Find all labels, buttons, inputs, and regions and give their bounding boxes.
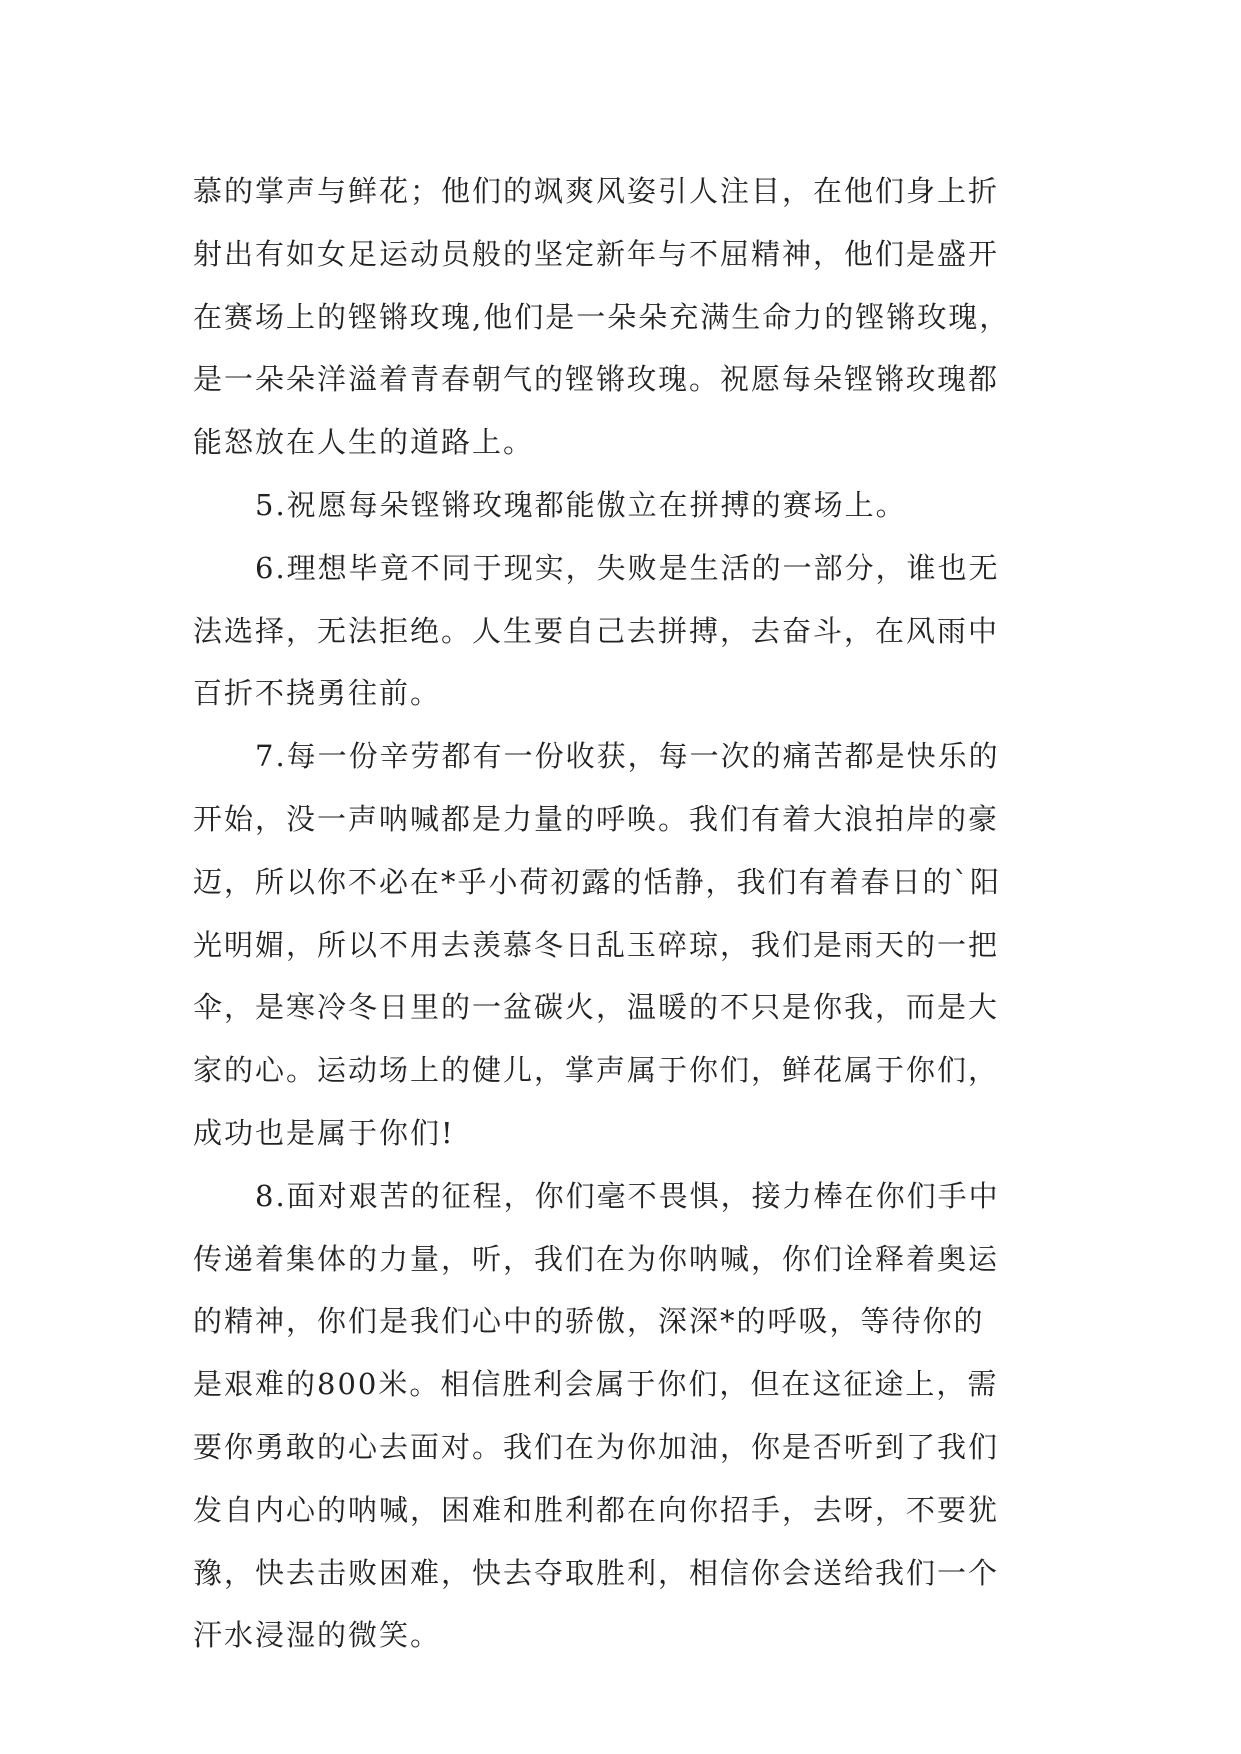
text-line: 在赛场上的铿锵玫瑰,他们是一朵朵充满生命力的铿锵玫瑰， bbox=[193, 299, 1011, 334]
text-line: 是一朵朵洋溢着青春朝气的铿锵玫瑰。祝愿每朵铿锵玫瑰都 bbox=[193, 362, 1000, 397]
paragraph-6-line: 6.理想毕竟不同于现实，失败是生活的一部分，谁也无 bbox=[255, 550, 1000, 585]
text-line: 慕的掌声与鲜花；他们的飒爽风姿引人注目，在他们身上折 bbox=[193, 174, 1000, 208]
text-line: 是艰难的800米。相信胜利会属于你们，但在这征途上，需 bbox=[193, 1367, 999, 1402]
text-line: 成功也是属于你们! bbox=[193, 1115, 455, 1150]
text-line: 开始，没一声呐喊都是力量的呼唤。我们有着大浪拍岸的豪 bbox=[193, 801, 1000, 836]
text-line: 能怒放在人生的道路上。 bbox=[193, 425, 535, 460]
text-line: 豫，快去击败困难，快去夺取胜利，相信你会送给我们一个 bbox=[193, 1555, 1000, 1590]
text-line: 迈，所以你不必在*乎小荷初露的恬静，我们有着春日的`阳 bbox=[193, 864, 1002, 899]
text-line: 光明媚，所以不用去羡慕冬日乱玉碎琼，我们是雨天的一把 bbox=[193, 927, 1000, 962]
text-line: 伞，是寒冷冬日里的一盆碳火，温暖的不只是你我，而是大 bbox=[193, 990, 1000, 1025]
text-line: 法选择，无法拒绝。人生要自己去拼搏，去奋斗，在风雨中 bbox=[193, 613, 1000, 648]
text-line: 汗水浸湿的微笑。 bbox=[193, 1618, 442, 1653]
text-line: 传递着集体的力量，听，我们在为你呐喊，你们诠释着奥运 bbox=[193, 1241, 1000, 1276]
paragraph-5-line: 5.祝愿每朵铿锵玫瑰都能傲立在拼搏的赛场上。 bbox=[255, 487, 907, 522]
paragraph-8-line: 8.面对艰苦的征程，你们毫不畏惧，接力棒在你们手中 bbox=[255, 1178, 1000, 1213]
text-line: 百折不挠勇往前。 bbox=[193, 676, 442, 711]
text-line: 要你勇敢的心去面对。我们在为你加油，你是否听到了我们 bbox=[193, 1429, 1000, 1464]
text-line: 发自内心的呐喊，困难和胜利都在向你招手，去呀，不要犹 bbox=[193, 1492, 1000, 1527]
text-line: 的精神，你们是我们心中的骄傲，深深*的呼吸，等待你的 bbox=[193, 1304, 985, 1339]
body-text bbox=[193, 160, 1093, 1667]
text-line: 家的心。运动场上的健儿，掌声属于你们，鲜花属于你们， bbox=[193, 1053, 1000, 1088]
text-line: 射出有如女足运动员般的坚定新年与不屈精神，他们是盛开 bbox=[193, 236, 1000, 271]
paragraph-7-line: 7.每一份辛劳都有一份收获，每一次的痛苦都是快乐的 bbox=[255, 739, 1000, 774]
